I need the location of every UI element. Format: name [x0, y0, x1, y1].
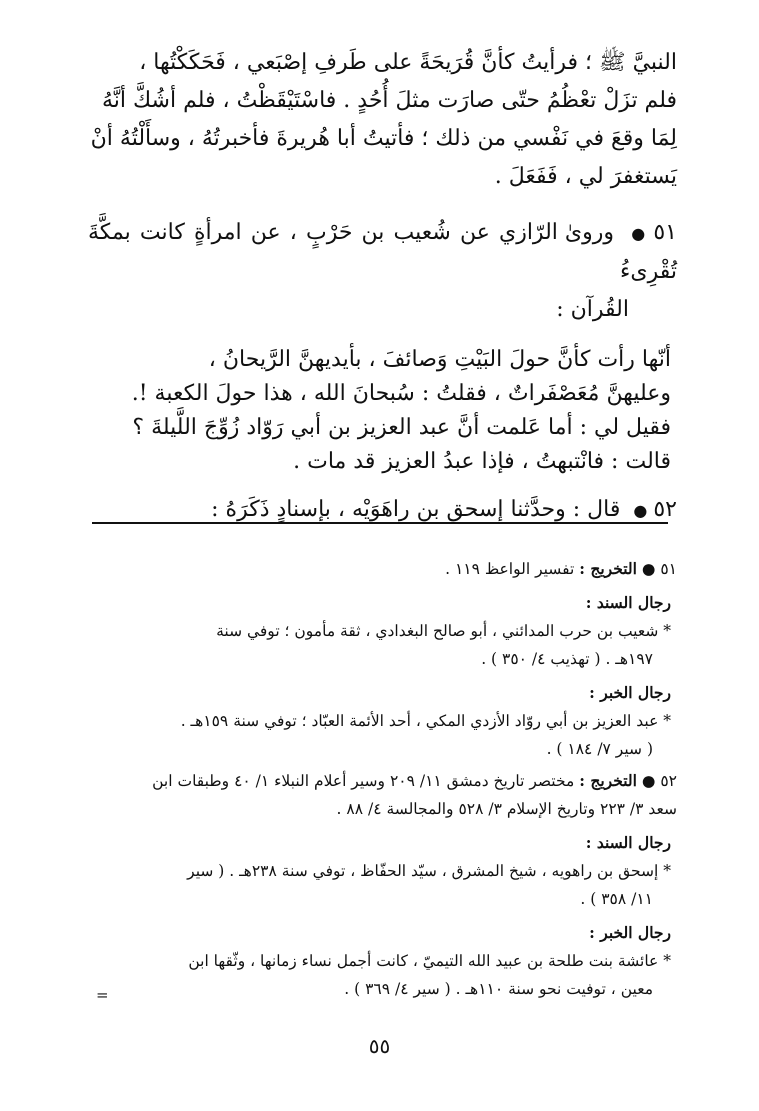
- sanad-line: * إسحق بن راهويه ، شيخ المشرق ، سيّد الحفّاظ ، توفي سنة ٢٣٨هـ . ( سير: [187, 862, 671, 880]
- footnote-51-takhrij: [100, 555, 677, 583]
- entry-52: [88, 491, 677, 530]
- khabar-line: معين ، توفيت نحو سنة ١١٠هـ . ( سير ٤/ ٣٦٩ ) .: [344, 980, 653, 998]
- footnotes: [100, 555, 677, 1003]
- bullet-icon: ●: [629, 224, 648, 243]
- entry-intro: [88, 214, 677, 291]
- takhrij-label: التخريج :: [579, 771, 637, 790]
- text-line: لِمَا وقعَ في نَفْسي من ذلك ؛ فأتيتُ أبا هُريرةَ فأخبرتُهُ ، وسأَلْتُهُ أنْ: [90, 126, 677, 151]
- page-number: ٥٥: [368, 1034, 391, 1058]
- quote-line: فقيل لي : أما عَلمت أنَّ عبد العزيز بن أبي رَوّاد زُوِّجَ اللَّيلةَ ؟: [132, 415, 671, 440]
- main-text: [88, 44, 677, 530]
- footnote-divider: [92, 522, 668, 524]
- takhrij-text: تفسير الواعظ ١١٩ .: [445, 560, 575, 578]
- entry-intro-text: وروىٰ الرّازي عن شُعيب بن حَرْبٍ ، عن امرأةٍ كانت بمكَّةَ تُقْرِىءُ: [88, 220, 677, 284]
- quote-line: وعليهنَّ مُعَصْفَراتٌ ، فقلتُ : سُبحانَ الله ، هذا حولَ الكعبة !.: [131, 381, 671, 406]
- entry-intro-text: قال : وحدَّثنا إسحق بن راهَوَيْه ، بإسنادٍ ذَكَرَهُ :: [211, 497, 621, 522]
- khabar-line: * عائشة بنت طلحة بن عبيد الله التيميّ ، كانت أجمل نساء زمانها ، وثّقها ابن: [188, 952, 671, 970]
- footnote-number: ٥٢: [660, 772, 677, 790]
- takhrij-label: التخريج :: [579, 559, 637, 578]
- takhrij-text: مختصر تاريخ دمشق ١١/ ٢٠٩ وسير أعلام النبلاء ١/ ٤٠ وطبقات ابن: [152, 772, 575, 790]
- entry-intro: [88, 491, 677, 530]
- khabar-line: ( سير ٧/ ١٨٤ ) .: [546, 740, 653, 758]
- entry-number: ٥٢: [653, 497, 677, 522]
- dream-quote: [88, 343, 677, 479]
- khabar-label: رجال الخبر :: [589, 923, 671, 942]
- entry-intro-continued: القُرآن :: [556, 297, 629, 322]
- takhrij-line: سعد ٣/ ٢٢٣ وتاريخ الإسلام ٣/ ٥٢٨ والمجالسة ٤/ ٨٨ .: [336, 800, 677, 818]
- text-line: فلم تزَلْ تعْظُمُ حتّى صارَت مثلَ أُحُدٍ . فاسْتَيْقَظْتُ ، فلم أشُكَّ أنَّهُ: [101, 88, 677, 113]
- entry-number: ٥١: [653, 220, 677, 245]
- bullet-icon: ●: [641, 772, 656, 790]
- bullet-icon: ●: [633, 501, 648, 520]
- bullet-icon: ●: [641, 560, 656, 578]
- quote-line: قالت : فانْتبهتُ ، فإذا عبدُ العزيز قد مات .: [293, 449, 671, 474]
- khabar-label: رجال الخبر :: [589, 683, 671, 702]
- footnote-number: ٥١: [660, 560, 677, 578]
- sanad-line: ١٩٧هـ . ( تهذيب ٤/ ٣٥٠ ) .: [481, 650, 653, 668]
- entry-51: [88, 214, 677, 479]
- footnote-52-takhrij: [100, 767, 677, 795]
- quote-line: أنّها رأت كأنَّ حولَ البَيْتِ وَصائفَ ، بأيديهنَّ الرَّيحانُ ،: [208, 347, 671, 372]
- text-line: يَستغفرَ لي ، فَفَعَلَ .: [494, 164, 677, 189]
- sanad-label: رجال السند :: [585, 593, 671, 612]
- sanad-line: ١١/ ٣٥٨ ) .: [580, 890, 653, 908]
- khabar-line: * عبد العزيز بن أبي روّاد الأزدي المكي ، أحد الأئمة العبّاد ؛ توفي سنة ١٥٩هـ .: [180, 712, 671, 730]
- sanad-line: * شعيب بن حرب المدائني ، أبو صالح البغدادي ، ثقة مأمون ؛ توفي سنة: [216, 622, 671, 640]
- continuation-mark: =: [96, 986, 109, 1004]
- text-line: النبيَّ ﷺ ؛ فرأيتُ كأنَّ قُرَيحَةً على طَرفِ إصْبَعي ، فَحَكَكْتُها ،: [139, 50, 677, 75]
- sanad-label: رجال السند :: [585, 833, 671, 852]
